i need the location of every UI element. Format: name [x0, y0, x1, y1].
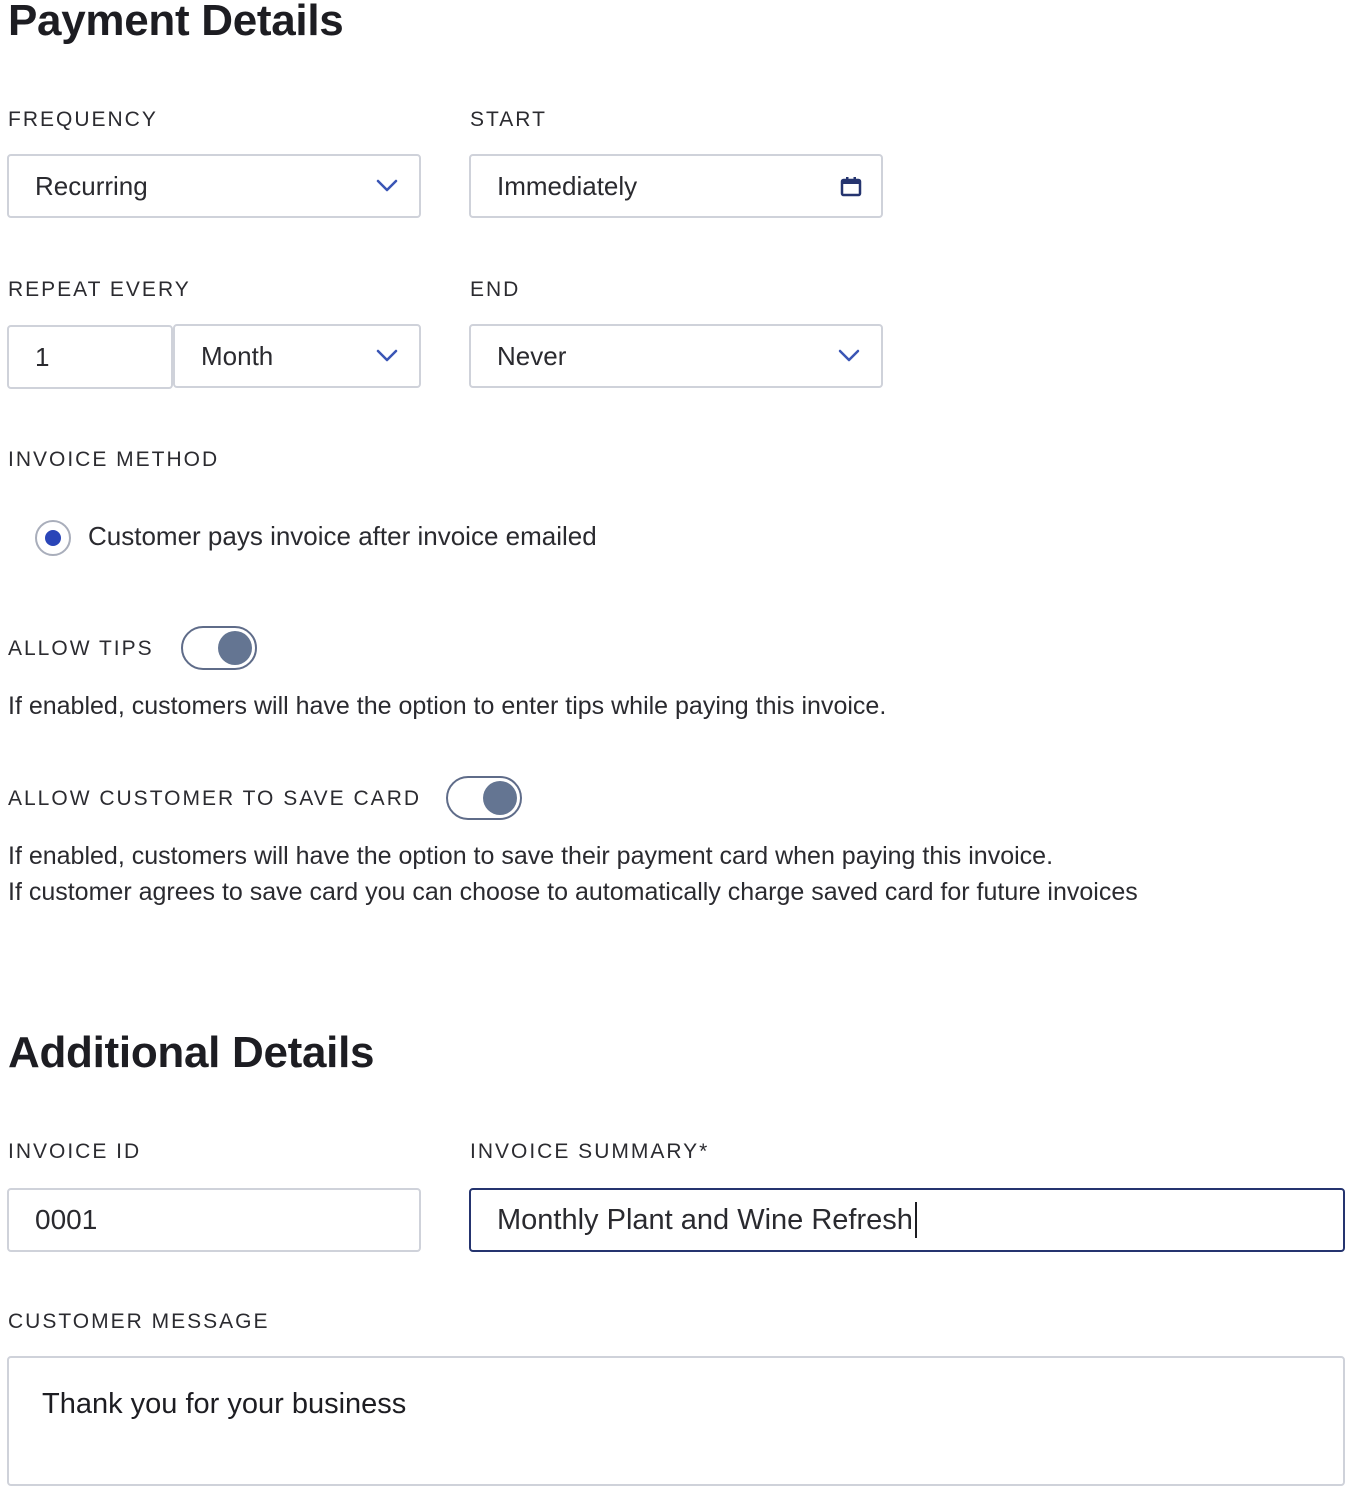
chevron-down-icon: [375, 178, 399, 194]
invoice-method-radio[interactable]: [35, 520, 71, 556]
chevron-down-icon: [837, 348, 861, 364]
invoice-summary-input[interactable]: [469, 1188, 1345, 1252]
invoice-summary-label: INVOICE SUMMARY*: [470, 1140, 710, 1163]
repeat-count-input[interactable]: [7, 325, 173, 389]
start-label: START: [470, 108, 547, 131]
payment-details-title: Payment Details: [8, 0, 344, 45]
additional-details-title: Additional Details: [8, 1028, 375, 1077]
allow-tips-label: ALLOW TIPS: [8, 637, 154, 660]
repeat-unit-select[interactable]: [173, 324, 421, 388]
allow-tips-description: If enabled, customers will have the option to enter tips while paying this invoice.: [8, 692, 887, 720]
end-value: Never: [497, 340, 567, 371]
text-cursor: [915, 1202, 917, 1238]
customer-message-value: Thank you for your business: [42, 1388, 407, 1420]
start-value: Immediately: [497, 170, 638, 201]
allow-tips-toggle[interactable]: [181, 626, 257, 670]
invoice-method-option-label[interactable]: Customer pays invoice after invoice emailed: [88, 521, 597, 551]
toggle-knob: [483, 781, 517, 815]
frequency-value: Recurring: [35, 170, 148, 201]
invoice-id-label: INVOICE ID: [8, 1140, 142, 1163]
customer-message-label: CUSTOMER MESSAGE: [8, 1310, 270, 1333]
toggle-knob: [218, 631, 252, 665]
end-select[interactable]: [469, 324, 883, 388]
end-label: END: [470, 278, 521, 301]
customer-message-textarea[interactable]: [7, 1356, 1345, 1486]
invoice-method-label: INVOICE METHOD: [8, 448, 220, 471]
radio-selected-dot: [45, 530, 61, 546]
repeat-every-label: REPEAT EVERY: [8, 278, 191, 301]
invoice-id-input[interactable]: [7, 1188, 421, 1252]
frequency-select[interactable]: [7, 154, 421, 218]
frequency-label: FREQUENCY: [8, 108, 158, 131]
repeat-unit-value: Month: [201, 340, 274, 371]
start-date-field[interactable]: [469, 154, 883, 218]
invoice-id-value: 0001: [35, 1204, 98, 1235]
allow-save-card-label: ALLOW CUSTOMER TO SAVE CARD: [8, 787, 422, 810]
chevron-down-icon: [375, 348, 399, 364]
allow-save-card-description-2: If customer agrees to save card you can choose to automatically charge saved card for future invoices: [8, 878, 1138, 906]
allow-save-card-description-1: If enabled, customers will have the option to save their payment card when paying this invoice.: [8, 842, 1054, 870]
invoice-summary-value: Monthly Plant and Wine Refresh: [497, 1203, 913, 1236]
calendar-icon[interactable]: [839, 175, 863, 199]
repeat-count-value: 1: [35, 341, 50, 372]
allow-save-card-toggle[interactable]: [446, 776, 522, 820]
